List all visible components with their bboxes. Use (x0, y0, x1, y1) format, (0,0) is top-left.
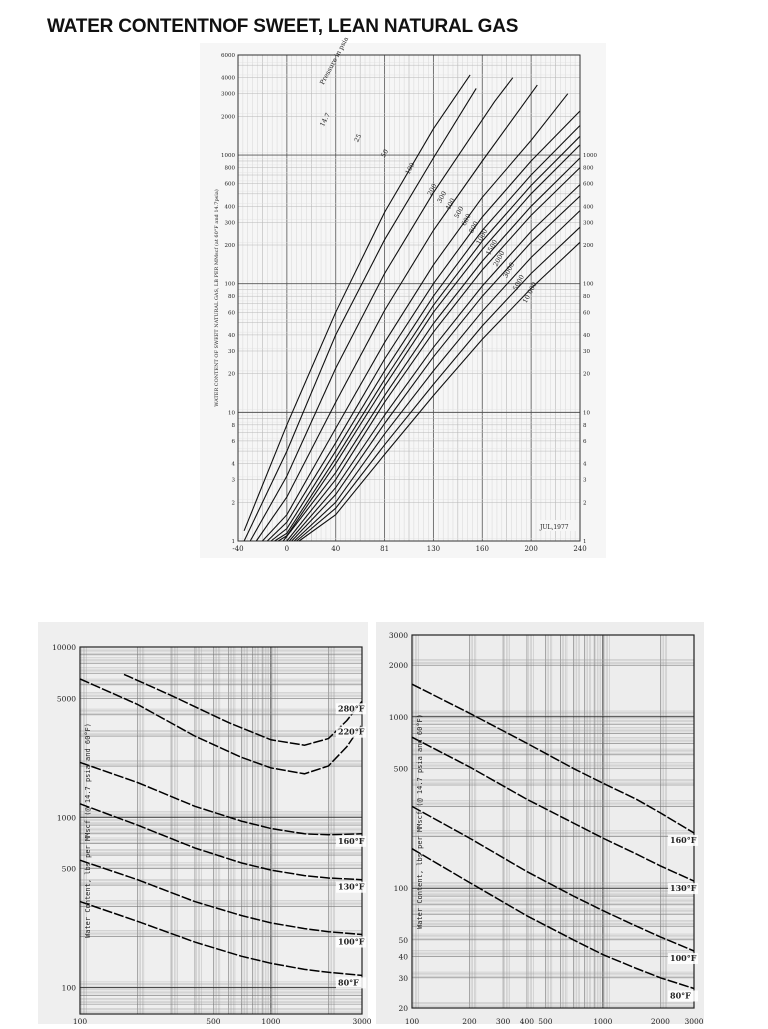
y-tick-label-left: 60 (228, 310, 235, 317)
y-tick-label: 20 (398, 1004, 408, 1013)
y-tick-label-left: 4 (231, 461, 235, 468)
series-line-600 (278, 145, 580, 541)
y-tick-label-left: 2000 (221, 114, 235, 121)
series-label-500: 500 (452, 204, 466, 220)
x-tick-label: 3000 (352, 1017, 372, 1026)
y-axis-label: Water Content, lbs per MMscf (@ 14.7 psia and 60°F) (84, 723, 92, 938)
x-tick-label: 100 (404, 1017, 420, 1026)
series-label-3000: 3000 (501, 260, 517, 280)
y-tick-label-left: 200 (224, 243, 235, 250)
x-tick-label: 200 (462, 1017, 477, 1026)
y-tick-label: 5000 (56, 694, 76, 704)
y-tick-label: 100 (393, 884, 408, 894)
series-line-100 (256, 85, 537, 541)
x-tick-label: 2000 (650, 1017, 670, 1026)
y-tick-label-right: 1 (583, 539, 587, 545)
y-tick-label-right: 20 (583, 371, 590, 378)
series-line-400 (271, 126, 580, 542)
series-line-220F (80, 679, 362, 774)
y-tick-label-right: 600 (583, 181, 594, 188)
series-line-160F (412, 684, 694, 833)
y-tick-label: 50 (398, 935, 408, 945)
grid (412, 635, 694, 1008)
y-tick-label: 2000 (388, 661, 408, 671)
series-line-500 (275, 136, 580, 541)
series-label-130F: 130°F (670, 883, 697, 894)
series-label-280F: 280°F (338, 703, 365, 714)
x-tick-label: 200 (524, 545, 538, 553)
y-tick-label-right: 300 (583, 220, 594, 227)
series-label-160F: 160°F (338, 835, 365, 846)
series-label-400: 400 (444, 196, 457, 212)
chart-bottom-right-svg (376, 622, 704, 1024)
y-tick-label-left: 80 (228, 294, 235, 301)
y-tick-label-left: 20 (228, 371, 235, 378)
y-tick-label: 100 (61, 983, 76, 993)
x-tick-label: 500 (538, 1017, 553, 1026)
y-axis-label: WATER CONTENT OF SWEET NATURAL GAS, LB PER MMscf (at 60°F and 14.7psia) (214, 189, 220, 407)
series-label-600: 600 (459, 212, 473, 228)
y-tick-label: 500 (393, 764, 408, 774)
y-tick-label-right: 100 (583, 281, 594, 288)
y-tick-label: 3000 (388, 631, 408, 640)
series-line-100F (80, 860, 362, 934)
y-tick-label-right: 30 (583, 348, 590, 355)
y-axis-label: Water Content, lbs per MMscf (@ 14.7 psia and 60°F) (416, 714, 424, 929)
chart-water-content-vs-pressure-high-temp (38, 622, 372, 1026)
y-tick-label-left: 3 (231, 477, 235, 484)
series-label-5000: 5000 (511, 273, 527, 292)
y-tick-label-left: 1000 (221, 153, 235, 160)
y-tick-label-left: 400 (224, 204, 235, 211)
series-label-100F: 100°F (670, 953, 697, 964)
y-tick-label: 1000 (388, 712, 408, 722)
series-label-220F: 220°F (338, 726, 365, 737)
grid (80, 647, 362, 1014)
y-tick-label-left: 1 (231, 539, 235, 545)
series-label-50: 50 (379, 147, 391, 159)
x-tick-label: 100 (72, 1017, 88, 1026)
series-label-80F: 80°F (338, 977, 359, 988)
y-tick-label-left: 6 (231, 438, 235, 445)
series-line-80F (412, 849, 694, 989)
series-line-160F (80, 762, 362, 834)
series-label-2000: 2000 (491, 249, 507, 268)
y-tick-label-left: 3000 (221, 91, 235, 98)
y-tick-label-right: 80 (583, 294, 590, 301)
series-label-200: 200 (425, 182, 439, 198)
chart-top-svg (200, 35, 606, 558)
series-label-25: 25 (352, 132, 364, 144)
stamp-date: JUL,1977 (540, 524, 569, 531)
x-tick-label: 240 (573, 545, 587, 553)
series-label-10000: 10 000 (520, 280, 539, 305)
x-tick-label: 81 (380, 545, 390, 553)
y-tick-label-right: 1000 (583, 153, 597, 160)
x-tick-label: 160 (475, 545, 489, 553)
y-tick-label-left: 10 (228, 410, 235, 417)
series-label-300: 300 (435, 189, 449, 205)
y-tick-label-right: 200 (583, 243, 594, 250)
chart-bottom-left-svg (38, 622, 372, 1026)
y-tick-label: 30 (398, 973, 408, 983)
y-tick-label-left: 8 (231, 422, 235, 429)
y-tick-label-left: 4000 (221, 75, 235, 82)
x-tick-label: 300 (495, 1017, 511, 1026)
y-tick-label-left: 300 (224, 220, 235, 227)
series-line-1500 (289, 185, 580, 541)
x-tick-label: 500 (206, 1017, 221, 1026)
y-tick-label: 500 (61, 864, 76, 874)
y-tick-label-left: 100 (224, 281, 235, 288)
x-tick-label: 3000 (684, 1017, 704, 1026)
y-tick-label-right: 8 (583, 422, 587, 429)
x-tick-label: -40 (232, 545, 244, 553)
series-label-130F: 130°F (338, 881, 365, 892)
annotation-pressure: Pressure in psia (318, 35, 351, 87)
y-tick-label-left: 30 (228, 348, 235, 355)
series-group (244, 75, 580, 541)
y-tick-label-left: 800 (224, 165, 235, 172)
series-label-100F: 100°F (338, 936, 365, 947)
plot-frame (80, 647, 362, 1014)
series-label-80F: 80°F (670, 990, 691, 1001)
x-tick-label: 130 (426, 545, 441, 553)
y-tick-label: 1000 (56, 813, 76, 823)
x-tick-label: 400 (519, 1017, 535, 1026)
x-tick-label: 40 (331, 545, 341, 553)
y-tick-label: 10000 (52, 643, 76, 652)
series-label-100: 100 (403, 161, 417, 176)
y-tick-label-left: 600 (224, 181, 235, 188)
y-tick-label-right: 40 (583, 332, 590, 339)
series-label-800: 800 (467, 219, 481, 235)
series-label-160F: 160°F (670, 834, 697, 845)
series-line-80F (80, 902, 362, 976)
y-tick-label-right: 10 (583, 410, 590, 417)
y-tick-label-right: 400 (583, 204, 594, 211)
y-tick-label-right: 6 (583, 438, 587, 445)
chart-water-content-vs-pressure-low-temp (376, 622, 704, 1024)
x-tick-label: 1000 (593, 1017, 613, 1026)
y-tick-label-right: 3 (583, 477, 587, 484)
x-tick-label: 0 (284, 545, 290, 553)
y-tick-label-right: 2 (583, 500, 587, 507)
series-line-130F (412, 737, 694, 881)
series-label-1000: 1000 (474, 227, 490, 246)
series-label-1500: 1500 (484, 238, 500, 257)
page-title: WATER CONTENTNOF SWEET, LEAN NATURAL GAS (47, 16, 519, 37)
y-tick-label-right: 800 (583, 165, 594, 172)
y-tick-label-right: 4 (583, 461, 587, 468)
y-tick-label-left: 6000 (221, 53, 235, 59)
y-tick-label-right: 60 (583, 310, 590, 317)
chart-water-content-vs-temperature (200, 35, 606, 558)
y-tick-label: 40 (398, 952, 408, 962)
y-tick-label-left: 40 (228, 332, 235, 339)
series-label-14.7: 14.7 (318, 111, 333, 129)
x-tick-label: 1000 (261, 1017, 281, 1026)
y-tick-label-left: 2 (231, 500, 235, 507)
